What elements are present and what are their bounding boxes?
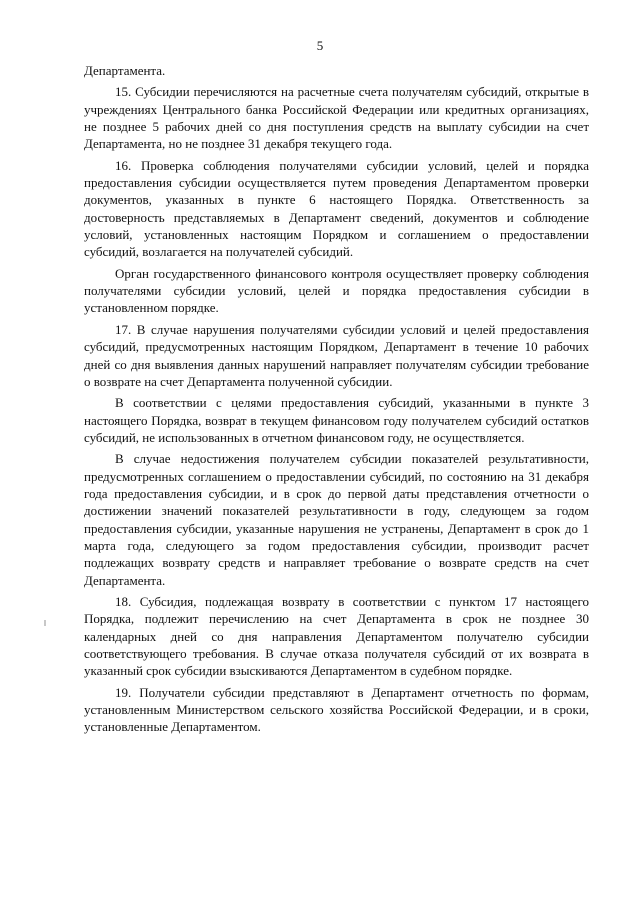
paragraph-item-19: 19. Получатели субсидии представляют в Департамент отчетность по формам, установленным Министерством сельского хозяйства Российской Федерации, и в сроки, установленные Департаментом. [84,684,589,735]
page-number: 5 [316,38,324,53]
paragraph-financial-control: Орган государственного финансового контроля осуществляет проверку соблюдения получателями субсидии условий, целей и порядка предоставления субсидии в установленном порядке. [84,265,589,316]
paragraph-performance-indicators: В случае недостижения получателем субсидии показателей результативности, предусмотренных соглашением о предоставлении субсидий, по состоянию на 31 декабря года предоставления субсидии, и в срок до первой даты представления отчетности о достижении значений показателей результативности в году, следующем за годом предоставления субсидии, указанные нарушения не устранены, Департамент в срок до 1 марта года, следующего за годом предоставления субсидии, производит расчет подлежащих возврату средств и направляет требование о возврате средств на счет Департамента. [84,451,589,588]
scan-margin-mark [44,620,46,626]
paragraph-item-18: 18. Субсидия, подлежащая возврату в соответствии с пунктом 17 настоящего Порядка, подлежит перечислению на счет Департамента в срок не позднее 30 календарных дней со дня направления Департаментом получателю субсидии соответствующего требования. В случае отказа получателя субсидий от их возврата в указанный срок субсидии взыскиваются Департаментом в судебном порядке. [84,593,589,679]
paragraph-item-15: 15. Субсидии перечисляются на расчетные счета получателям субсидий, открытые в учреждениях Центрального банка Российской Федерации или кредитных организациях, не позднее 5 рабочих дней со дня поступления средств на выплату субсидии на счет Департамента, но не позднее 31 декабря текущего года. [84,84,589,152]
paragraph-continuation: Департамента. [84,63,166,78]
paragraph-item-16: 16. Проверка соблюдения получателями субсидии условий, целей и порядка предоставления субсидии осуществляется путем проведения Департаментом проверки документов, указанных в пункте 6 настоящего Порядка. Ответственность за достоверность представляемых в Департамент сведений, документов и соблюдение условий, установленных настоящим Порядком и соглашением о предоставлении субсидий, возлагается на получателей субсидий. [84,157,589,260]
document-body [84,62,589,740]
paragraph-item-17: 17. В случае нарушения получателями субсидии условий и целей предоставления субсидий, предусмотренных настоящим Порядком, Департамент в течение 10 рабочих дней со дня выявления данных нарушений направляет получателям субсидии требование о возврате на счет Департамента полученной субсидии. [84,321,589,389]
paragraph-subsidy-remainder: В соответствии с целями предоставления субсидий, указанными в пункте 3 настоящего Порядка, возврат в текущем финансовом году получателем субсидий остатков субсидий, не использованных в отчетном финансовом году, не осуществляется. [84,395,589,445]
